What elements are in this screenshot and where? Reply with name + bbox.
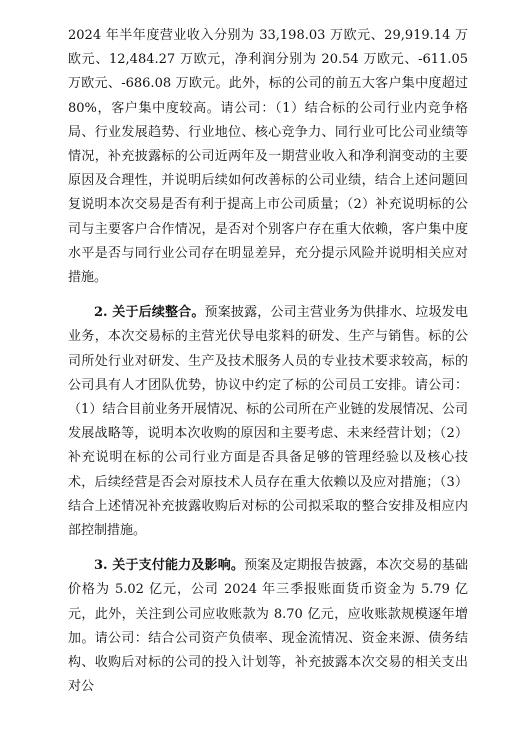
section-3-heading: 3. 关于支付能力及影响。 — [94, 558, 245, 574]
paragraph-1 — [68, 24, 468, 290]
paragraph-gap — [68, 290, 468, 301]
document-page — [68, 24, 468, 699]
paragraph-2 — [68, 301, 468, 543]
paragraph-2-body: 预案披露，公司主营业务为供排水、垃圾发电业务，本次交易标的主营光伏导电浆料的研发、生产与销售。标的公司所处行业对研发、生产及技术服务人员的专业技术要求较高，标的公司具有人才团队优势，协议中约定了标的公司员工安排。请公司：（1）结合目前业务开展情况、标的公司所在产业链的发展情况、公司发展战略等，说明本次收购的原因和主要考虑、未来经营计划；（2）补充说明在标的公司行业方面是否具备足够的管理经验以及核心技术，后续经营是否会对原技术人员存在重大依赖以及应对措施；（3）结合上述情况补充披露收购后对标的公司拟采取的整合安排及相应内部控制措施。 — [68, 305, 468, 539]
paragraph-3 — [68, 554, 468, 699]
section-2-heading: 2. 关于后续整合。 — [94, 305, 205, 321]
paragraph-3-body: 预案及定期报告披露，本次交易的基础价格为 5.02 亿元，公司 2024 年三季报账面货币资金为 5.79 亿元，此外，关注到公司应收账款为 8.70 亿元，应收账款规模逐年增加。请公司：结合公司资产负债率、现金流情况、资金来源、债务结构、收购后对标的公司的投入计划等，补充披露本次交易的相关支出对公 — [68, 558, 468, 695]
paragraph-gap — [68, 543, 468, 554]
paragraph-1-body: 2024 年半年度营业收入分别为 33,198.03 万欧元、29,919.14 万欧元、12,484.27 万欧元，净利润分别为 20.54 万欧元、-611.05 万欧元、-686.08 万欧元。此外，标的公司的前五大客户集中度超过 80%，客户集中度较高。请公司：（1）结合标的公司行业内竞争格局、行业发展趋势、行业地位、核心竞争力、同行业可比公司业绩等情况，补充披露标的公司近两年及一期营业收入和净利润变动的主要原因及合理性，并说明后续如何改善标的公司业绩，结合上述问题回复说明本次交易是否有利于提高上市公司质量；（2）补充说明标的公司与主要客户合作情况，是否对个别客户存在重大依赖，客户集中度水平是否与同行业公司存在明显差异，充分提示风险并说明相关应对措施。 — [68, 28, 468, 286]
